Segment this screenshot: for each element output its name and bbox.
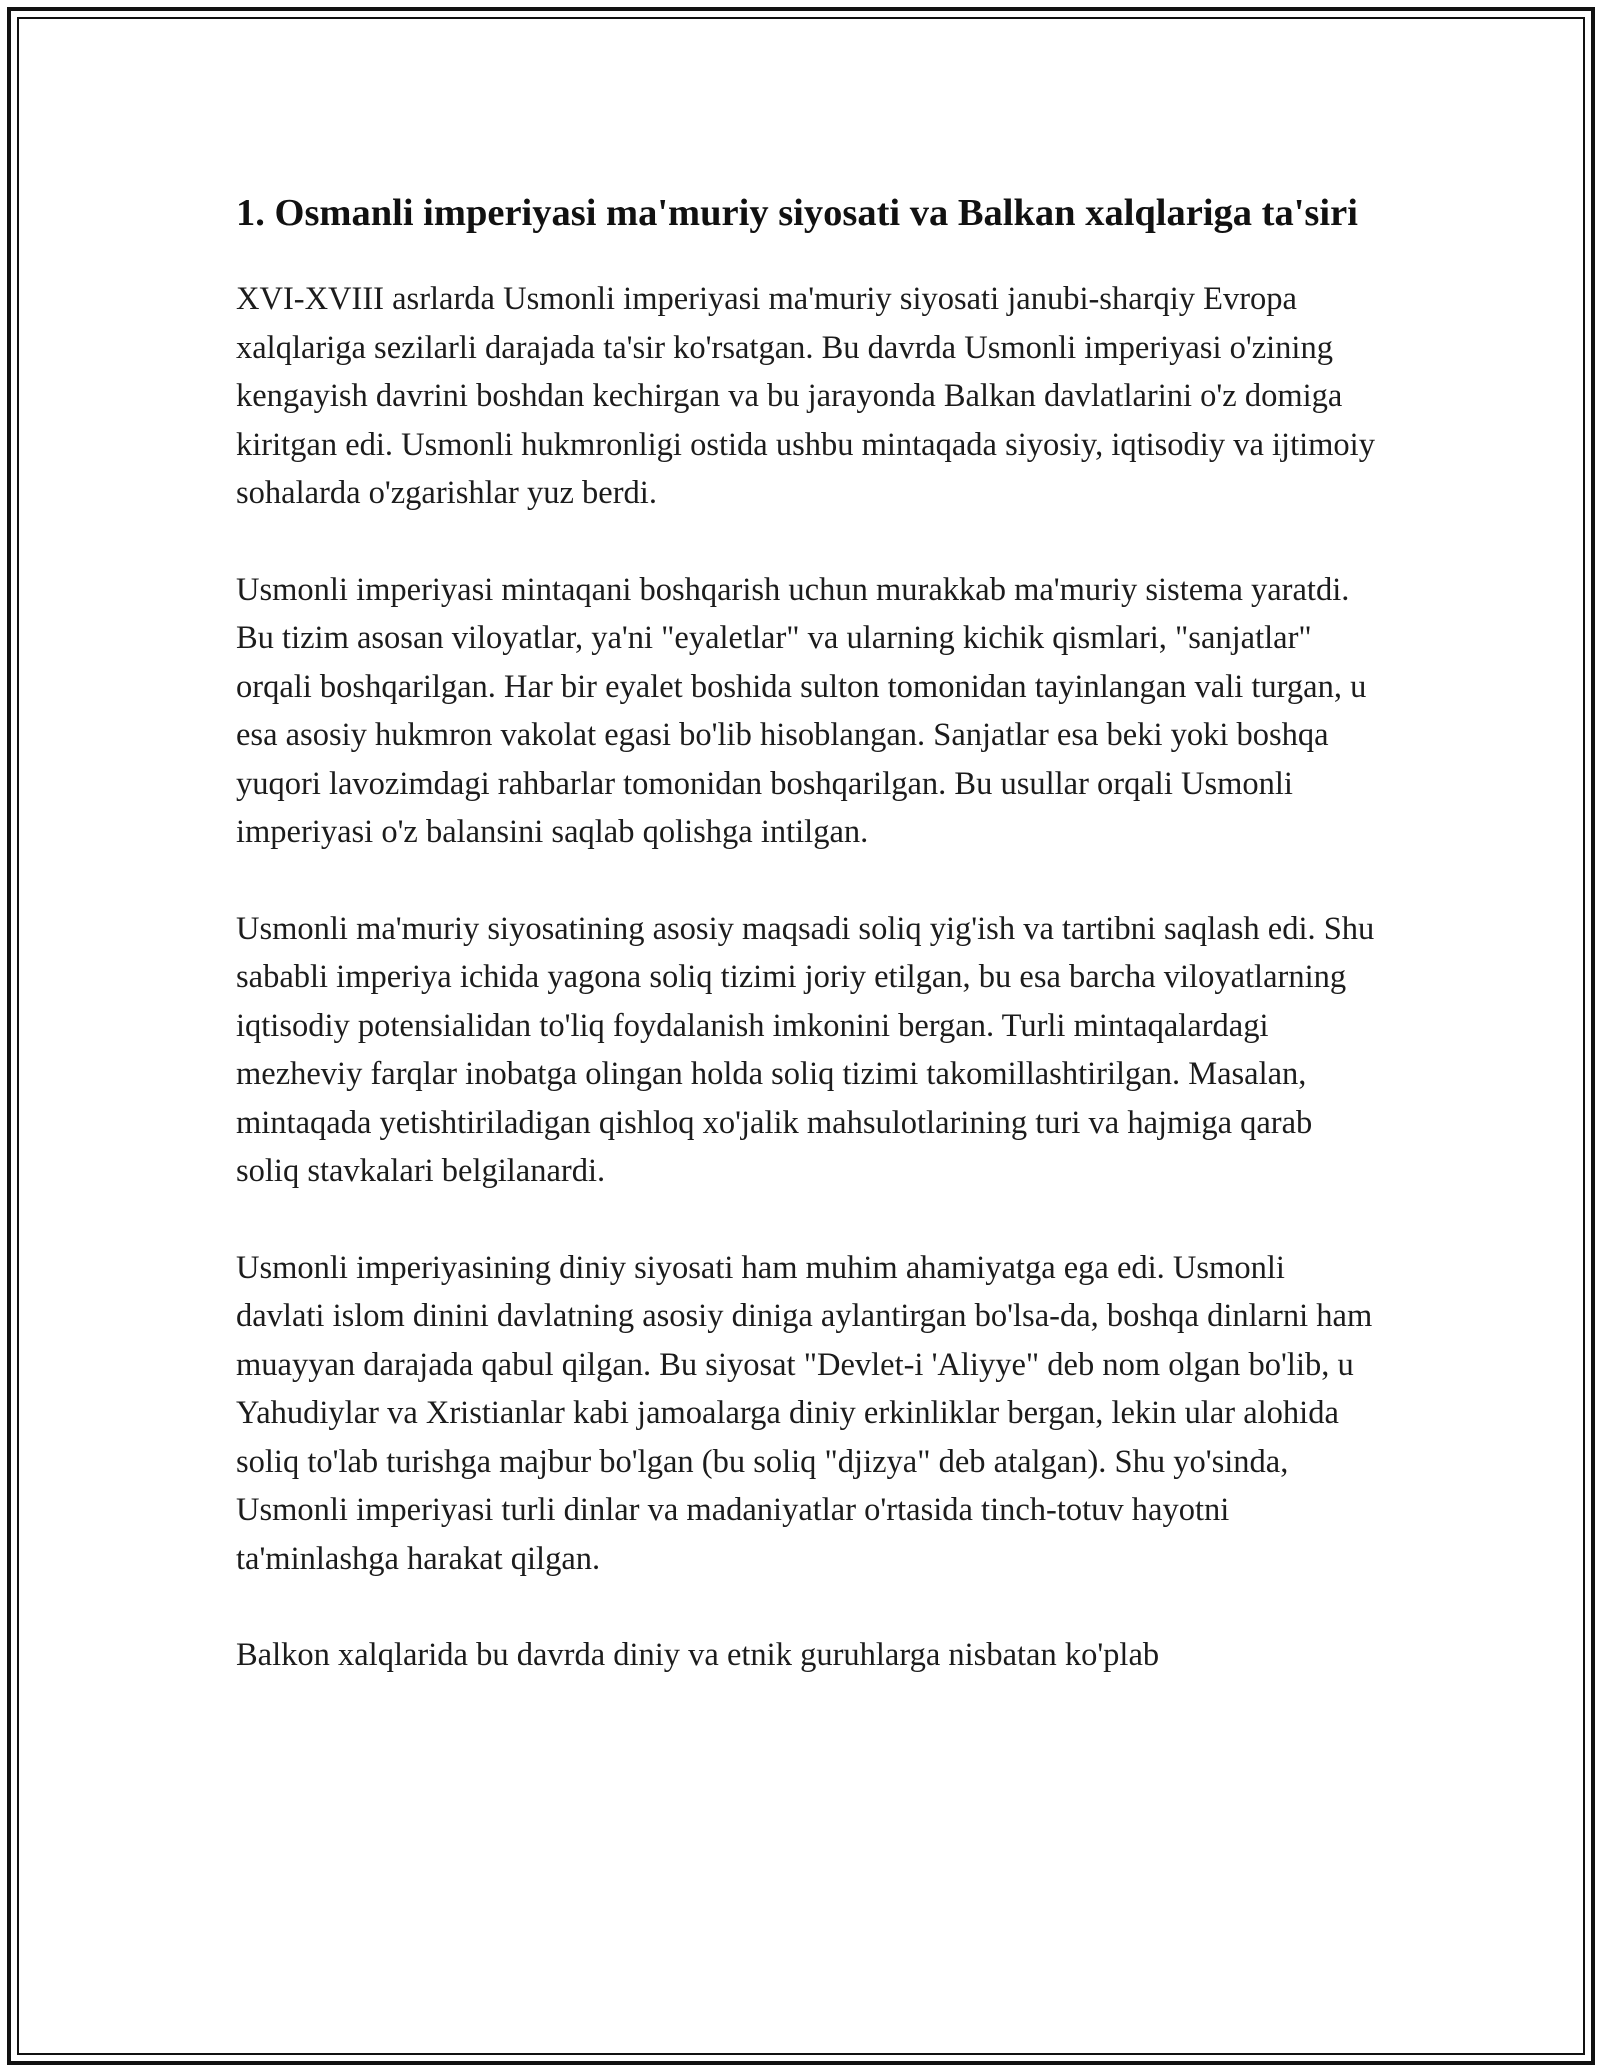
- paragraph-3: Usmonli ma'muriy siyosatining asosiy maqsadi soliq yig'ish va tartibni saqlash edi. Shu sababli imperiya ichida yagona soliq tizimi joriy etilgan, bu esa barcha viloyatlarning iqtisodiy potensialidan to'liq foydalanish imkonini bergan. Turli mintaqalardagi mezheviy farqlar inobatga olingan holda soliq tizimi takomillashtirilgan. Masalan, mintaqada yetishtiriladigan qishloq xo'jalik mahsulotlarining turi va hajmiga qarab soliq stavkalari belgilanardi.: [236, 910, 1375, 1189]
- document-body: [236, 186, 1376, 1728]
- section-heading: 1. Osmanli imperiyasi ma'muriy siyosati va Balkan xalqlariga ta'siri: [236, 192, 1358, 234]
- paragraph-1: XVI-XVIII asrlarda Usmonli imperiyasi ma'muriy siyosati janubi-sharqiy Evropa xalqlariga sezilarli darajada ta'sir ko'rsatgan. Bu davrda Usmonli imperiyasi o'zining kengayish davrini boshdan kechirgan va bu jarayonda Balkan davlatlarini o'z domiga kiritgan edi. Usmonli hukmronligi ostida ushbu mintaqada siyosiy, iqtisodiy va ijtimoiy sohalarda o'zgarishlar yuz berdi.: [236, 281, 1375, 511]
- paragraph-5: Balkon xalqlarida bu davrda diniy va etnik guruhlarga nisbatan ko'plab: [236, 1637, 1160, 1673]
- paragraph-2: Usmonli imperiyasi mintaqani boshqarish uchun murakkab ma'muriy sistema yaratdi. Bu tizim asosan viloyatlar, ya'ni "eyaletlar" va ularning kichik qismlari, "sanjatlar" orqali boshqarilgan. Har bir eyalet boshida sulton tomonidan tayinlangan vali turgan, u esa asosiy hukmron vakolat egasi bo'lib hisoblangan. Sanjatlar esa beki yoki boshqa yuqori lavozimdagi rahbarlar tomonidan boshqarilgan. Bu usullar orqali Usmonli imperiyasi o'z balansini saqlab qolishga intilgan.: [236, 571, 1367, 850]
- paragraph-4: Usmonli imperiyasining diniy siyosati ham muhim ahamiyatga ega edi. Usmonli davlati islom dinini davlatning asosiy diniga aylantirgan bo'lsa-da, boshqa dinlarni ham muayyan darajada qabul qilgan. Bu siyosat "Devlet-i 'Aliyye" deb nom olgan bo'lib, u Yahudiylar va Xristianlar kabi jamoalarga diniy erkinliklar bergan, lekin ular alohida soliq to'lab turishga majbur bo'lgan (bu soliq "djizya" deb atalgan). Shu yo'sinda, Usmonli imperiyasi turli dinlar va madaniyatlar o'rtasida tinch-totuv hayotni ta'minlashga harakat qilgan.: [236, 1249, 1373, 1577]
